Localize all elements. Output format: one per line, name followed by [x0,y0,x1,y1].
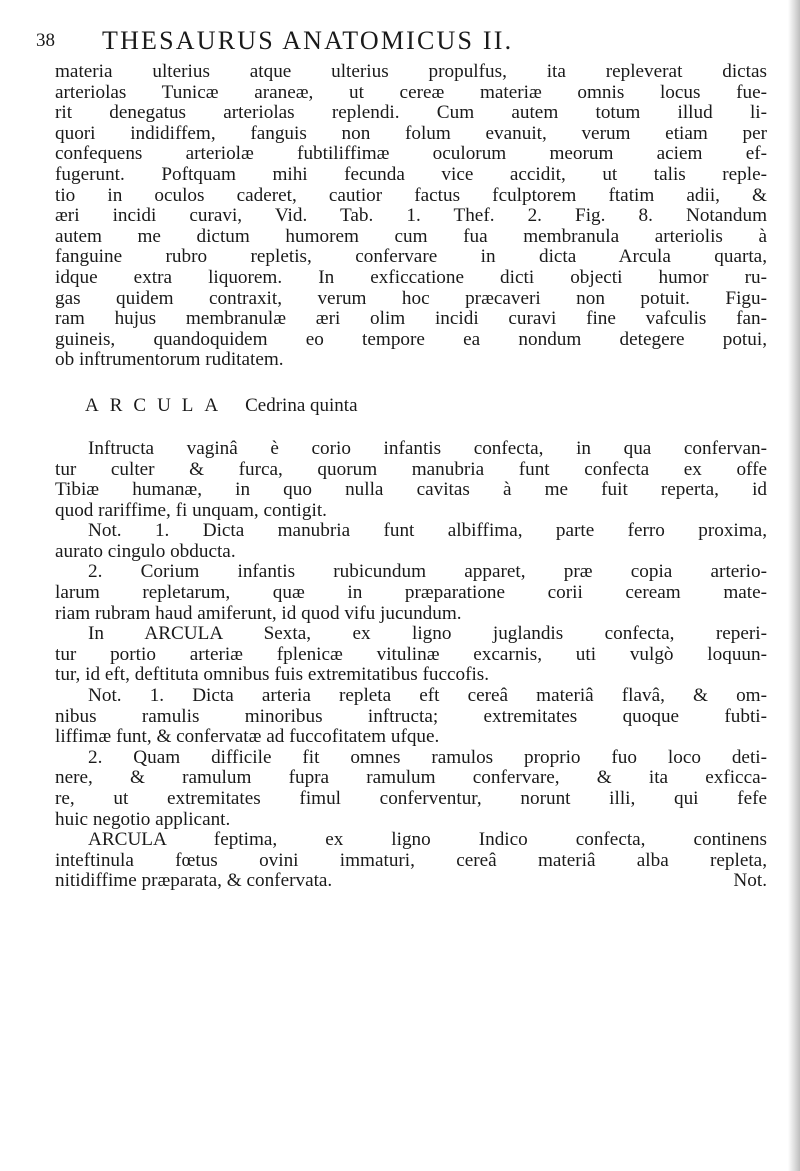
page-edge-shadow [788,0,800,1171]
text-line: tio in oculos caderet, cautior factus fculptorem ftatim adii, & [55,185,767,206]
text-line: inteftinula fœtus ovini immaturi, cereâ materiâ alba repleta, [55,850,767,871]
text-line: guineis, quandoquidem eo tempore ea nondum detegere potui, [55,329,767,350]
text-line: In ARCULA Sexta, ex ligno juglandis confecta, reperi- [88,624,767,645]
text-line: rit denegatus arteriolas replendi. Cum autem totum illud li- [55,103,767,124]
running-title: THESAURUS ANATOMICUS II. [102,26,514,55]
intro-paragraph [55,62,767,371]
text-line: quori indidiffem, fanguis non folum evanuit, verum etiam per [55,123,767,144]
body-text [55,62,767,892]
text-line: liffimæ funt, & confervatæ ad fuccofitatem ufque. [55,727,440,748]
text-line: ARCULA feptima, ex ligno Indico confecta, continens [88,830,767,851]
text-line: ob inftrumentorum ruditatem. [55,350,284,371]
text-fragment: nitidiffime præparata, & confervata. [55,871,333,892]
text-line: tur, id eft, deftituta omnibus fuis extremitatibus fuccofis. [55,665,490,686]
text-line: riam rubram haud amiferunt, id quod vifu jucundum. [55,603,462,624]
text-line: tur portio arteriæ fplenicæ vitulinæ excarnis, uti vulgò loquun- [55,644,767,665]
note-1 [55,521,767,562]
text-line: materia ulterius atque ulterius propulfus, ita repleverat dictas [55,62,767,82]
paragraph-arcula-sexta [55,624,767,686]
text-line: tur culter & furca, quorum manubria funt confecta ex offe [55,459,767,480]
text-line: re, ut extremitates fimul conferventur, norunt illi, qui fefe [55,789,767,809]
text-line: quod rariffime, fi unquam, contigit. [55,500,327,521]
note-sexta-2 [55,748,767,830]
text-line: 2. Corium infantis rubicundum apparet, præ copia arterio- [88,562,767,583]
paragraph-arcula-septima [55,830,767,892]
text-line: arteriolas Tunicæ araneæ, ut cereæ materiæ omnis locus fue- [55,82,767,103]
text-line: gas quidem contraxit, verum hoc præcaveri non potuit. Figu- [55,288,767,309]
text-line: fanguine rubro repletis, confervare in dicta Arcula quarta, [55,247,767,268]
text-line: nibus ramulis minoribus inftructa; extremitates quoque fubti- [55,706,767,727]
text-line: larum repletarum, quæ in præparatione corii ceream mate- [55,583,767,604]
text-line: idque extra liquorem. In exficcatione dicti objecti humor ru- [55,267,767,288]
text-line: confequens arteriolæ fubtiliffimæ oculorum meorum aciem ef- [55,144,767,165]
text-line [55,871,767,892]
text-line: ram hujus membranulæ æri olim incidi curavi fine vafculis fan- [55,309,767,330]
running-head [36,26,766,60]
text-line: Not. 1. Dicta arteria repleta eft cereâ materiâ flavâ, & om- [88,686,767,707]
text-line: nere, & ramulum fupra ramulum confervare, & ita exficca- [55,768,767,789]
note-sexta-1 [55,686,767,748]
text-line: fugerunt. Poftquam mihi fecunda vice accidit, ut talis reple- [55,164,767,185]
text-line: aurato cingulo obducta. [55,541,236,562]
note-2 [55,562,767,624]
text-line: huic negotio applicant. [55,809,231,830]
section-title: ARCULA [85,394,230,416]
text-line: 2. Quam difficile fit omnes ramulos proprio fuo loco deti- [88,747,767,768]
text-line: autem me dictum humorem cum fua membranula arteriolis à [55,226,767,247]
text-line: Tibiæ humanæ, in quo nulla cavitas à me fuit reperta, id [55,480,767,501]
text-line: æri incidi curavi, Vid. Tab. 1. Thef. 2. Fig. 8. Notandum [55,206,767,227]
page-number: 38 [36,30,55,51]
section-subtitle: Cedrina quinta [245,394,358,416]
paragraph-arcula-quinta [55,439,767,521]
catchword: Not. [733,871,767,892]
text-line: Not. 1. Dicta manubria funt albiffima, parte ferro proxima, [88,521,767,542]
section-heading [85,395,767,417]
text-line: Inftructa vaginâ è corio infantis confecta, in qua confervan- [88,438,767,459]
